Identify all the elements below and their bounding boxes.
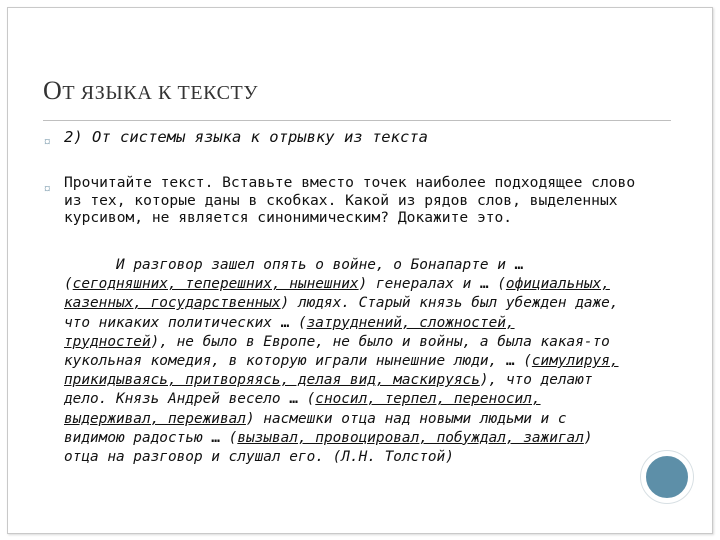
- title-rest: Т ЯЗЫКА К ТЕКСТУ: [62, 82, 259, 104]
- excerpt-text: , что делают дело. Князь Андрей весело: [64, 372, 593, 408]
- gap-dots: …: [505, 353, 515, 370]
- gap-dots: …: [289, 391, 298, 408]
- paren: ): [245, 410, 255, 427]
- literary-excerpt: [64, 256, 624, 467]
- excerpt-text: людях. Старый князь был убежден даже, что никаких политических: [64, 295, 619, 331]
- paren: (: [228, 429, 238, 446]
- gap-dots: …: [211, 429, 220, 446]
- synonym-row: сносил, терпел, переносил, выдерживал, переживал: [64, 391, 541, 427]
- slide-title: [43, 76, 258, 106]
- bullet-icon: ¤: [44, 181, 51, 196]
- paren: (: [523, 353, 532, 370]
- synonym-row: вызывал, провоцировал, побуждал, зажигал: [237, 429, 584, 446]
- paren: (: [297, 314, 307, 331]
- excerpt-text: , не было в Европе, не было и войны, а была какая-то кукольная комедия, в которую играли нынешние люди,: [64, 333, 610, 370]
- decorative-circle-icon: [641, 451, 693, 503]
- paren: ): [358, 276, 368, 293]
- gap-dots: …: [479, 276, 489, 293]
- paren: (: [306, 391, 316, 408]
- bullet-item-subtitle: 2) От системы языка к отрывку из текста: [64, 128, 428, 146]
- excerpt-text: насмешки отца над новыми людьми и с видимою радостью: [64, 410, 567, 446]
- paren: ): [150, 333, 160, 350]
- paren: (: [497, 276, 506, 293]
- title-initial: О: [43, 76, 63, 105]
- excerpt-text: генералах и: [367, 276, 480, 293]
- synonym-row: сегодняшних, теперешних, нынешних: [72, 276, 359, 293]
- excerpt-text: отца на разговор и слушал его. (Л.Н. Толстой): [64, 449, 454, 466]
- paren: (: [64, 276, 73, 293]
- bullet-item-instructions: Прочитайте текст. Вставьте вместо точек наиболее подходящее слово из тех, которые даны в скобках. Какой из рядов слов, выделенных курсивом, не является синонимическим? Докажите это.: [64, 174, 636, 227]
- gap-dots: …: [514, 257, 524, 273]
- paren: ): [280, 295, 290, 312]
- paren: ): [583, 429, 593, 446]
- paren: ): [479, 372, 489, 389]
- excerpt-text: И разговор зашел опять о войне, о Бонапарте и: [116, 257, 515, 273]
- synonym-row: официальных, казенных, государственных: [64, 276, 610, 312]
- title-divider: [43, 120, 671, 121]
- synonym-row: симулируя, прикидываясь, притворяясь, делая вид, маскируясь: [64, 353, 619, 389]
- synonym-row: затруднений, сложностей, трудностей: [64, 314, 515, 350]
- bullet-icon: ¤: [44, 134, 51, 149]
- gap-dots: …: [280, 314, 290, 331]
